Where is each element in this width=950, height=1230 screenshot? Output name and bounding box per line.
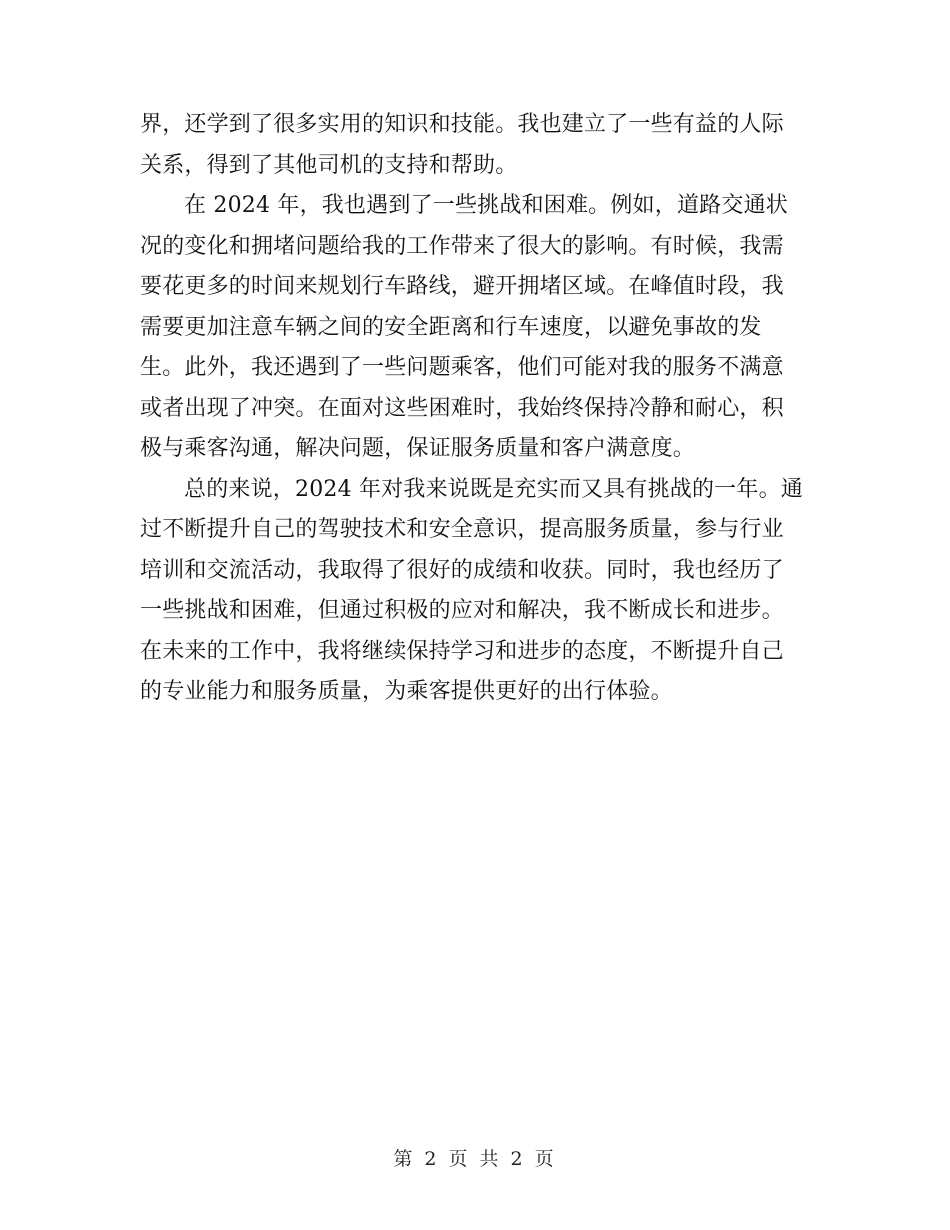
paragraph-summary: 总的来说，2024 年对我来说既是充实而又具有挑战的一年。通过不断提升自己的驾驶技术和安全意识，提高服务质量，参与行业培训和交流活动，我取得了很好的成绩和收获。同时，我也经历了一些挑战和困难，但通过积极的应对和解决，我不断成长和进步。在未来的工作中，我将继续保持学习和进步的态度，不断提升自己的专业能力和服务质量，为乘客提供更好的出行体验。 xyxy=(140,476,803,704)
page-footer: 第 2 页 共 2 页 xyxy=(393,1148,557,1170)
body-text xyxy=(140,105,805,713)
paragraph-continuation: 界，还学到了很多实用的知识和技能。我也建立了一些有益的人际关系，得到了其他司机的支持和帮助。 xyxy=(140,112,784,178)
paragraph-challenges: 在 2024 年，我也遇到了一些挑战和困难。例如，道路交通状况的变化和拥堵问题给我的工作带来了很大的影响。有时候，我需要花更多的时间来规划行车路线，避开拥堵区域。在峰值时段，我需要更加注意车辆之间的安全距离和行车速度，以避免事故的发生。此外，我还遇到了一些问题乘客，他们可能对我的服务不满意或者出现了冲突。在面对这些困难时，我始终保持冷静和耐心，积极与乘客沟通，解决问题，保证服务质量和客户满意度。 xyxy=(140,193,788,461)
